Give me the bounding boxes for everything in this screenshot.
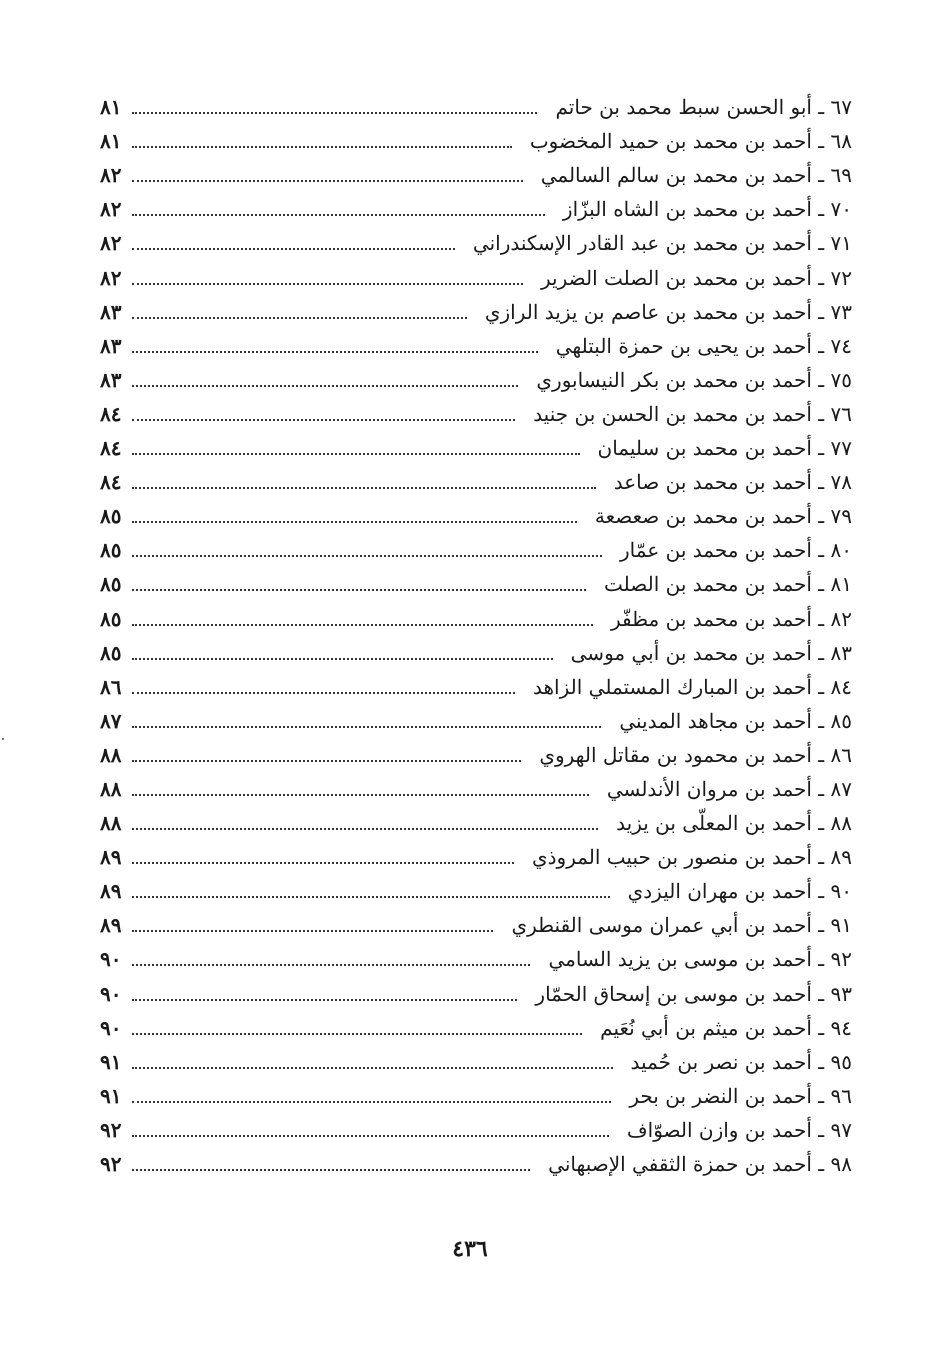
entry-title: ٩٠ ـ أحمد بن مهران اليزدي [627,879,852,904]
entry-title: ٧٦ ـ أحمد بن محمد بن الحسن بن جنيد [533,401,852,426]
toc-entry [100,666,852,700]
entry-title: ٧٠ ـ أحمد بن محمد بن الشاه البزّاز [562,197,852,222]
toc-entry [100,188,852,222]
dot-leader [132,999,517,1001]
entry-page-number: ٨٤ [100,401,122,426]
entry-page-number: ٩٠ [100,947,122,972]
entry-title: ٨٤ ـ أحمد بن المبارك المستملي الزاهد [533,674,852,699]
toc-entry [100,529,852,563]
entry-title: ٩٦ ـ أحمد بن النضر بن بحر [629,1083,852,1108]
entry-title: ٨٢ ـ أحمد بن محمد بن مظفّر [610,606,852,631]
entry-page-number: ٨٩ [100,879,122,904]
entry-page-number: ٨٨ [100,742,122,767]
entry-title: ٨١ ـ أحمد بن محمد بن الصلت [604,572,852,597]
dot-leader [132,487,596,489]
entry-page-number: ٨٨ [100,811,122,836]
entry-page-number: ٨٤ [100,470,122,495]
dot-leader [132,1067,613,1069]
entry-page-number: ٩٠ [100,981,122,1006]
toc-entry [100,461,852,495]
entry-title: ٧٧ ـ أحمد بن محمد بن سليمان [597,436,852,461]
dot-leader [132,283,523,285]
entry-title: ٨٨ ـ أحمد بن المعلّى بن يزيد [616,811,852,836]
toc-entry [100,700,852,734]
dot-leader [132,726,601,728]
dot-leader [132,180,523,182]
toc-entry [100,495,852,529]
entry-title: ٨٦ ـ أحمد بن محمود بن مقاتل الهروي [539,742,852,767]
entry-page-number: ٨٦ [100,674,122,699]
toc-entry [100,359,852,393]
dot-leader [132,453,580,455]
toc-entry [100,768,852,802]
entry-page-number: ٨١ [100,129,122,154]
toc-entry [100,291,852,325]
toc-entry [100,904,852,938]
toc-entry [100,632,852,666]
toc-entry [100,836,852,870]
entry-page-number: ٨٤ [100,436,122,461]
entry-page-number: ٨٨ [100,776,122,801]
toc-entry [100,427,852,461]
toc-entry [100,1109,852,1143]
entry-title: ٧٥ ـ أحمد بن محمد بن بكر النيسابوري [536,367,852,392]
entry-page-number: ٩٠ [100,1015,122,1040]
entry-title: ٩٢ ـ أحمد بن موسى بن يزيد السامي [548,947,852,972]
entry-page-number: ٨٢ [100,231,122,256]
entry-page-number: ٨٩ [100,913,122,938]
dot-leader [132,419,515,421]
dot-leader [132,1033,582,1035]
entry-title: ٦٧ ـ أبو الحسن سبط محمد بن حاتم [555,95,852,120]
entry-title: ٩٨ ـ أحمد بن حمزة الثقفي الإصبهاني [548,1152,852,1176]
entry-page-number: ٨٣ [100,367,122,392]
toc-entry [100,325,852,359]
dot-leader [132,658,553,660]
entry-page-number: ٩٢ [100,1117,122,1142]
entry-title: ٦٩ ـ أحمد بن محمد بن سالم السالمي [540,163,852,188]
dot-leader [132,317,467,319]
toc-entry [100,1143,852,1177]
entry-title: ٨٧ ـ أحمد بن مروان الأندلسي [606,776,852,801]
dot-leader [132,794,589,796]
entry-page-number: ٨٢ [100,265,122,290]
dot-leader [132,214,545,216]
toc-entry [100,972,852,1006]
dot-leader [132,589,586,591]
dot-leader [132,555,602,557]
dot-leader [132,112,537,114]
table-of-contents [100,86,852,1177]
entry-title: ٧٢ ـ أحمد بن محمد بن الصلت الضرير [541,265,852,290]
entry-title: ٧٩ ـ أحمد بن محمد بن صعصعة [594,504,852,529]
dot-leader [132,385,518,387]
entry-page-number: ٩١ [100,1049,122,1074]
dot-leader [132,1101,611,1103]
entry-page-number: ٨٩ [100,845,122,870]
dot-leader [132,760,521,762]
entry-title: ٩١ ـ أحمد بن أبي عمران موسى القنطري [511,913,852,938]
entry-page-number: ٨٣ [100,333,122,358]
toc-entry [100,256,852,290]
entry-title: ٧٣ ـ أحمد بن محمد بن عاصم بن يزيد الرازي [484,299,852,324]
entry-title: ٨٩ ـ أحمد بن منصور بن حبيب المروذي [531,845,852,870]
entry-title: ٨٣ ـ أحمد بن محمد بن أبي موسى [570,640,852,665]
toc-entry [100,597,852,631]
entry-page-number: ٨٥ [100,606,122,631]
entry-page-number: ٩١ [100,1083,122,1108]
toc-entry [100,86,852,120]
entry-title: ٨٠ ـ أحمد بن محمد بن عمّار [620,538,852,563]
dot-leader [132,692,515,694]
toc-entry [100,222,852,256]
entry-title: ٩٥ ـ أحمد بن نصر بن حُميد [630,1049,852,1074]
entry-title: ٧٨ ـ أحمد بن محمد بن صاعد [613,470,852,495]
toc-entry [100,563,852,597]
toc-entry [100,938,852,972]
entry-page-number: ٨٥ [100,572,122,597]
dot-leader [132,146,512,148]
entry-page-number: ٨٥ [100,640,122,665]
entry-title: ٩٧ ـ أحمد بن وازن الصوّاف [626,1117,852,1142]
dot-leader [132,964,530,966]
entry-title: ٧٤ ـ أحمد بن يحيى بن حمزة البتلهي [555,333,852,358]
entry-page-number: ٨٣ [100,299,122,324]
toc-entry [100,154,852,188]
dot-leader [132,1135,609,1137]
entry-page-number: ٨١ [100,95,122,120]
entry-page-number: ٨٢ [100,197,122,222]
dot-leader [132,521,577,523]
dot-leader [132,828,598,830]
dot-leader [132,248,455,250]
dot-leader [132,624,593,626]
entry-title: ٨٥ ـ أحمد بن مجاهد المديني [619,708,852,733]
dot-leader [132,862,514,864]
entry-title: ٩٤ ـ أحمد بن ميثم بن أبي نُعَيم [600,1015,852,1040]
entry-page-number: ٩٢ [100,1152,122,1176]
page-number: ٤٣٦ [452,1236,488,1262]
toc-entry [100,734,852,768]
toc-entry [100,120,852,154]
dot-leader [132,896,610,898]
toc-entry [100,1041,852,1075]
dot-leader [132,351,538,353]
toc-entry [100,802,852,836]
toc-entry [100,393,852,427]
entry-title: ٩٣ ـ أحمد بن موسى بن إسحاق الحمّار [535,981,852,1006]
toc-entry [100,870,852,904]
toc-entry [100,1007,852,1041]
dot-leader [132,930,493,932]
entry-page-number: ٨٢ [100,163,122,188]
entry-title: ٧١ ـ أحمد بن محمد بن عبد القادر الإسكندراني [472,231,852,256]
entry-page-number: ٨٥ [100,504,122,529]
entry-page-number: ٨٥ [100,538,122,563]
scan-mark [2,738,4,740]
entry-page-number: ٨٧ [100,708,122,733]
toc-entry [100,1075,852,1109]
dot-leader [132,1169,530,1171]
entry-title: ٦٨ ـ أحمد بن محمد بن حميد المخضوب [529,129,852,154]
